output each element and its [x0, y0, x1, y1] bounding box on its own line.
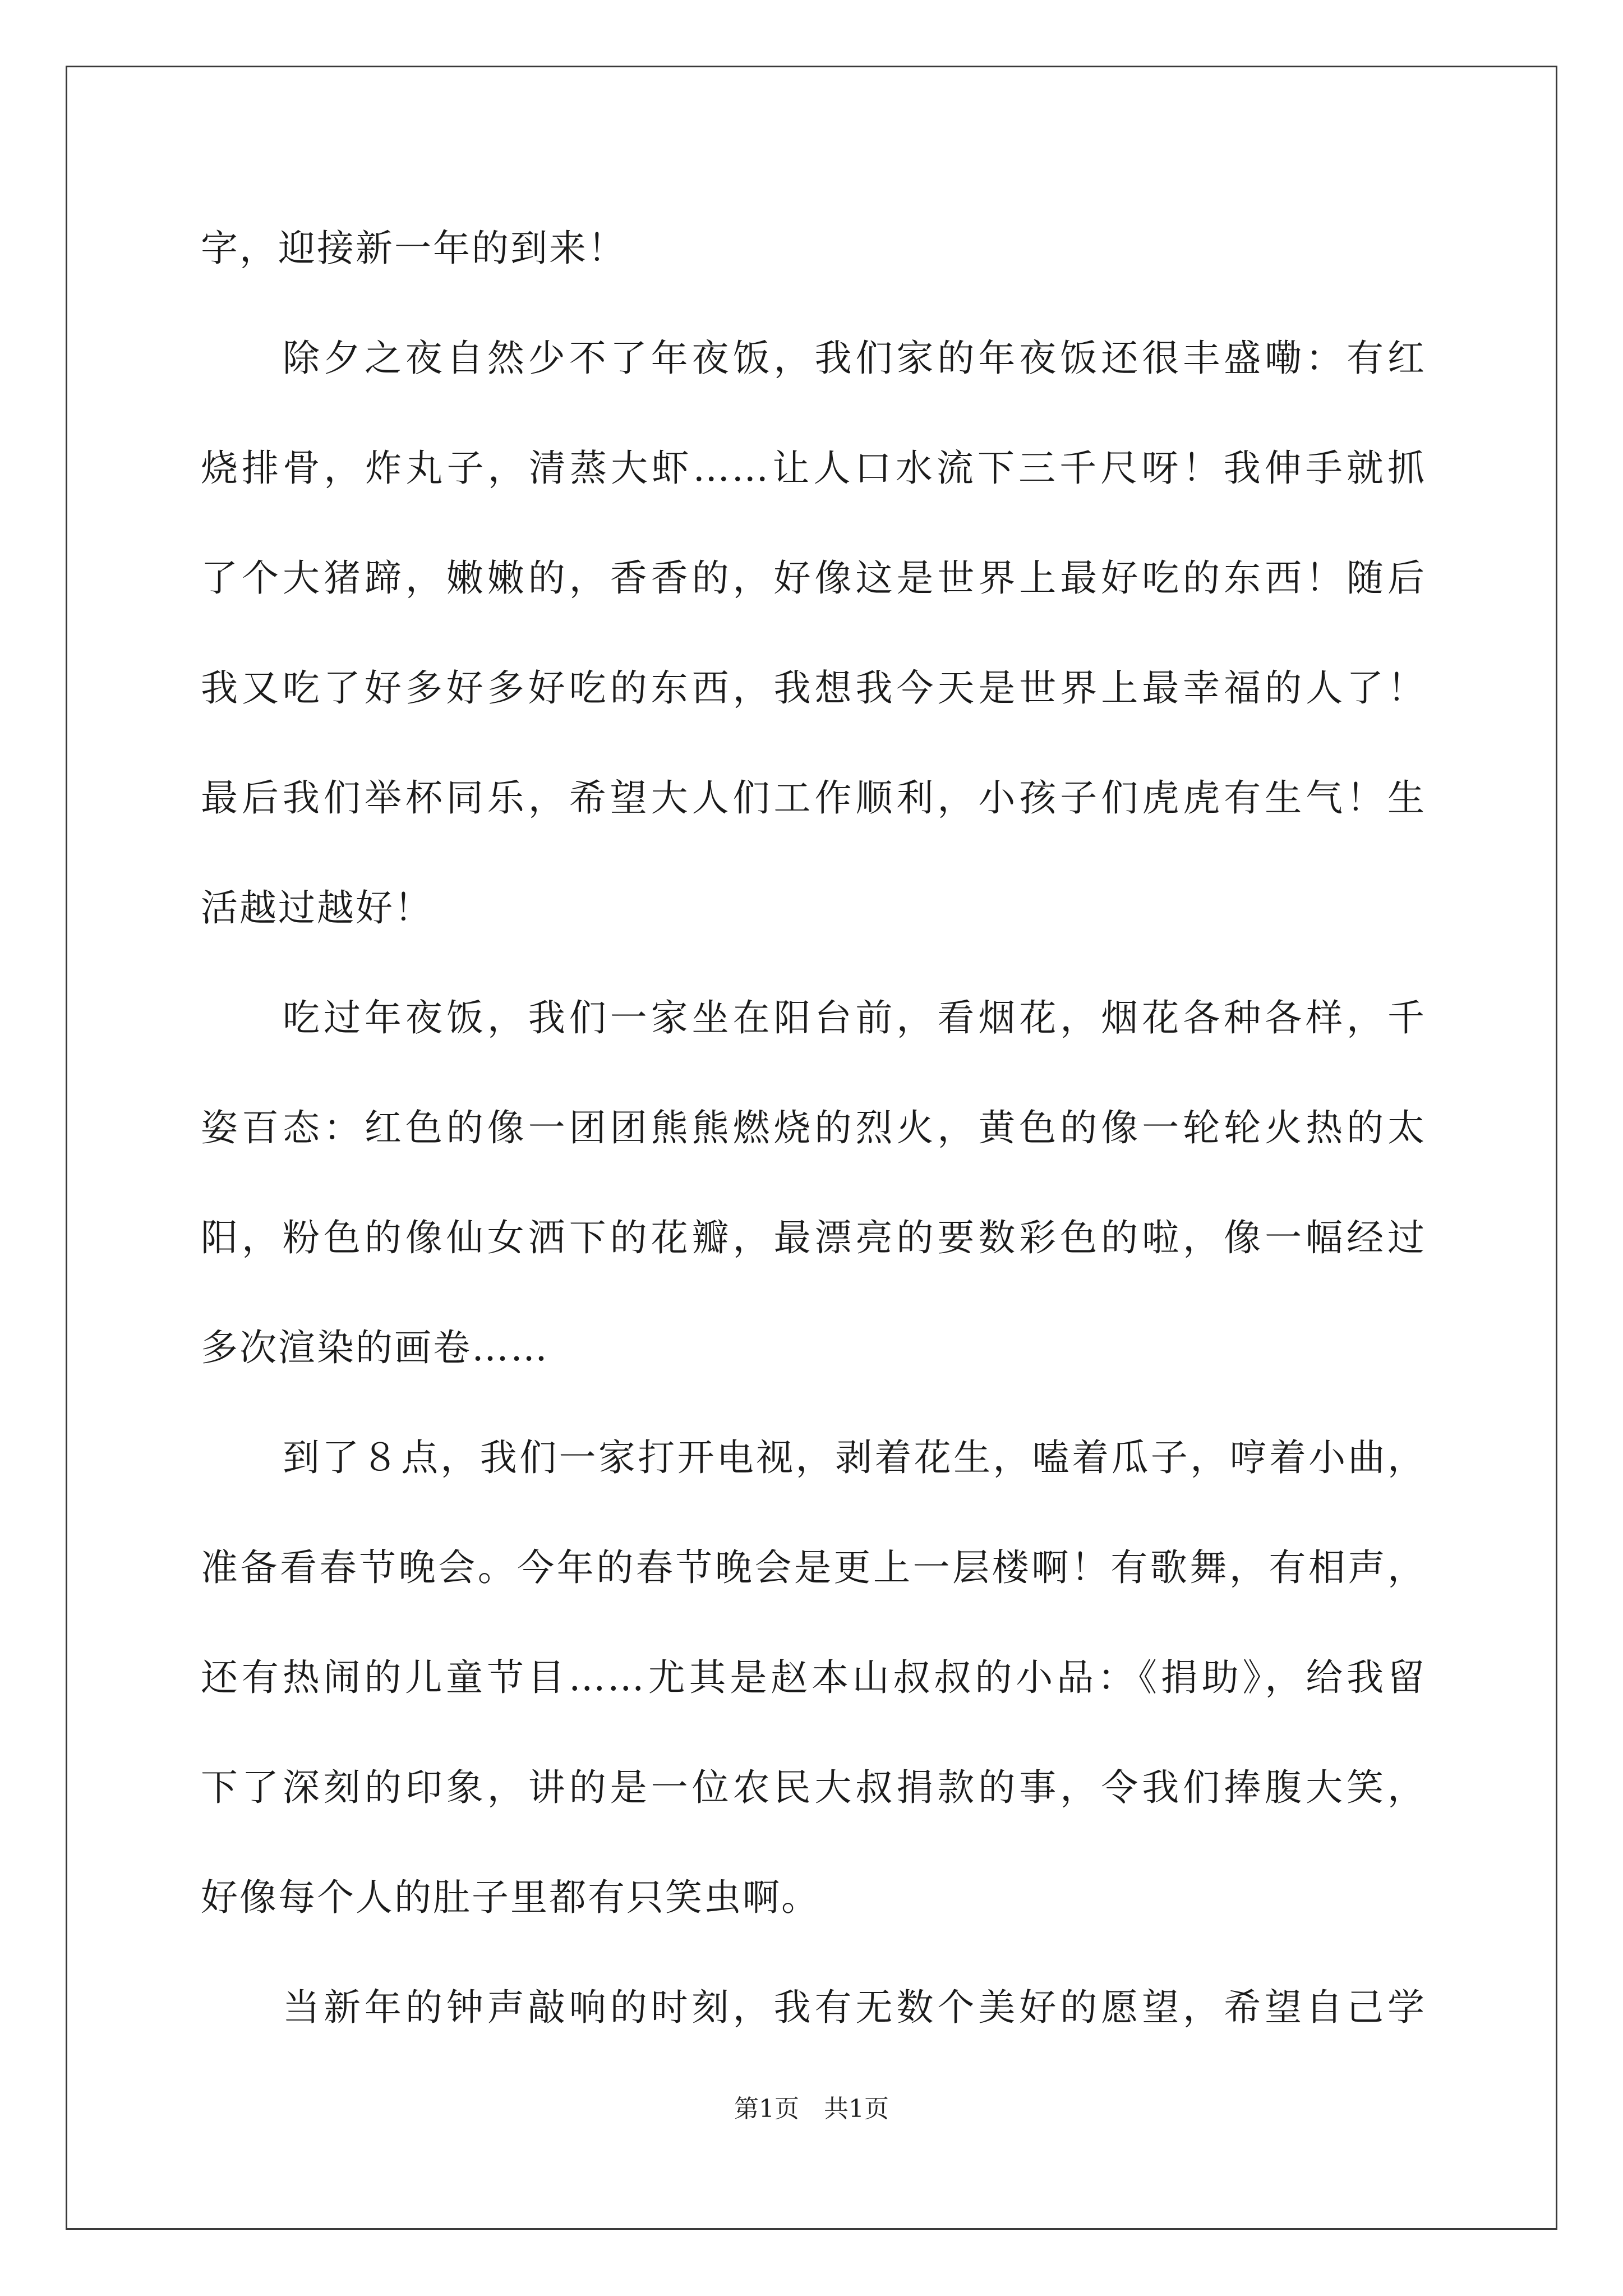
- text-line: 烧排骨，炸丸子，清蒸大虾……让人口水流下三千尺呀！我伸手就抓: [201, 447, 1426, 490]
- text-line: 到了８点，我们一家打开电视，剥着花生，嗑着瓜子，哼着小曲，: [283, 1436, 1426, 1479]
- text-line: 下了深刻的印象，讲的是一位农民大叔捐款的事，令我们捧腹大笑，: [201, 1766, 1426, 1809]
- text-line: 阳，粉色的像仙女洒下的花瓣，最漂亮的要数彩色的啦，像一幅经过: [201, 1216, 1426, 1259]
- page-footer: 第1页 共1页: [734, 2095, 889, 2123]
- text-line: 最后我们举杯同乐，希望大人们工作顺利，小孩子们虎虎有生气！生: [201, 776, 1426, 820]
- text-line: 活越过越好！: [201, 886, 433, 930]
- text-line: 多次渲染的画卷……: [201, 1326, 549, 1369]
- text-line: 姿百态：红色的像一团团熊熊燃烧的烈火，黄色的像一轮轮火热的太: [201, 1106, 1426, 1149]
- text-line: 吃过年夜饭，我们一家坐在阳台前，看烟花，烟花各种各样，千: [283, 996, 1426, 1039]
- text-line: 准备看春节晚会。今年的春节晚会是更上一层楼啊！有歌舞，有相声，: [201, 1546, 1426, 1589]
- text-line: 除夕之夜自然少不了年夜饭，我们家的年夜饭还很丰盛嘞：有红: [283, 337, 1426, 380]
- text-line: 当新年的钟声敲响的时刻，我有无数个美好的愿望，希望自己学: [283, 1986, 1426, 2029]
- document-body: [201, 194, 1426, 2063]
- text-line: 还有热闹的儿童节目……尤其是赵本山叔叔的小品：《捐助》，给我留: [201, 1656, 1426, 1699]
- text-line: 字，迎接新一年的到来！: [201, 227, 626, 270]
- text-line: 了个大猪蹄，嫩嫩的，香香的，好像这是世界上最好吃的东西！随后: [201, 556, 1426, 600]
- text-line: 好像每个人的肚子里都有只笑虫啊。: [201, 1876, 820, 1919]
- text-line: 我又吃了好多好多好吃的东西，我想我今天是世界上最幸福的人了！: [201, 666, 1426, 710]
